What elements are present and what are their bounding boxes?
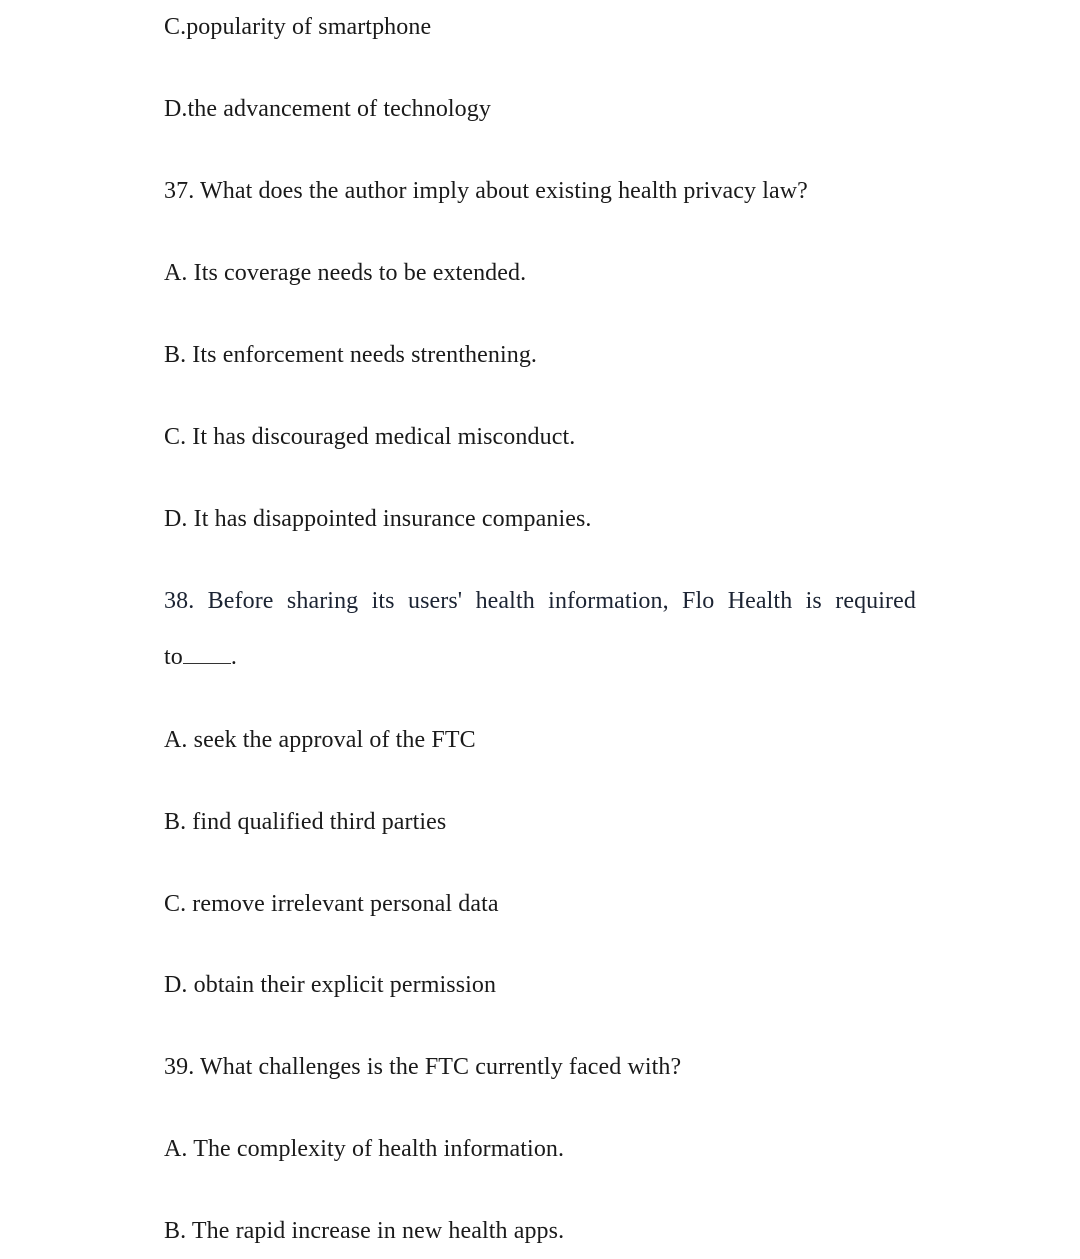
- q39-option-b: B. The rapid increase in new health apps.: [164, 1218, 565, 1244]
- q39-option-a: A. The complexity of health information.: [164, 1136, 565, 1162]
- q36-option-d: D.the advancement of technology: [164, 96, 491, 122]
- q38-option-a: A. seek the approval of the FTC: [164, 727, 476, 753]
- q37-question: 37. What does the author imply about existing health privacy law?: [164, 178, 808, 204]
- q39-question: 39. What challenges is the FTC currently faced with?: [164, 1054, 682, 1080]
- q37-option-a: A. Its coverage needs to be extended.: [164, 260, 527, 286]
- q38-option-c: C. remove irrelevant personal data: [164, 891, 499, 917]
- q36-option-c: C.popularity of smartphone: [164, 14, 432, 40]
- q38-option-d: D. obtain their explicit permission: [164, 972, 497, 998]
- q38-question-line2: [164, 642, 237, 672]
- q38-question-prefix: to: [164, 644, 183, 670]
- q37-option-c: C. It has discouraged medical misconduct.: [164, 424, 576, 450]
- answer-blank: [183, 645, 231, 664]
- q37-option-d: D. It has disappointed insurance companies.: [164, 506, 592, 532]
- q38-question-suffix: .: [230, 644, 237, 670]
- q38-option-b: B. find qualified third parties: [164, 809, 447, 835]
- q37-option-b: B. Its enforcement needs strenthening.: [164, 342, 538, 368]
- q38-question-line1: 38. Before sharing its users' health information, Flo Health is required: [164, 588, 916, 614]
